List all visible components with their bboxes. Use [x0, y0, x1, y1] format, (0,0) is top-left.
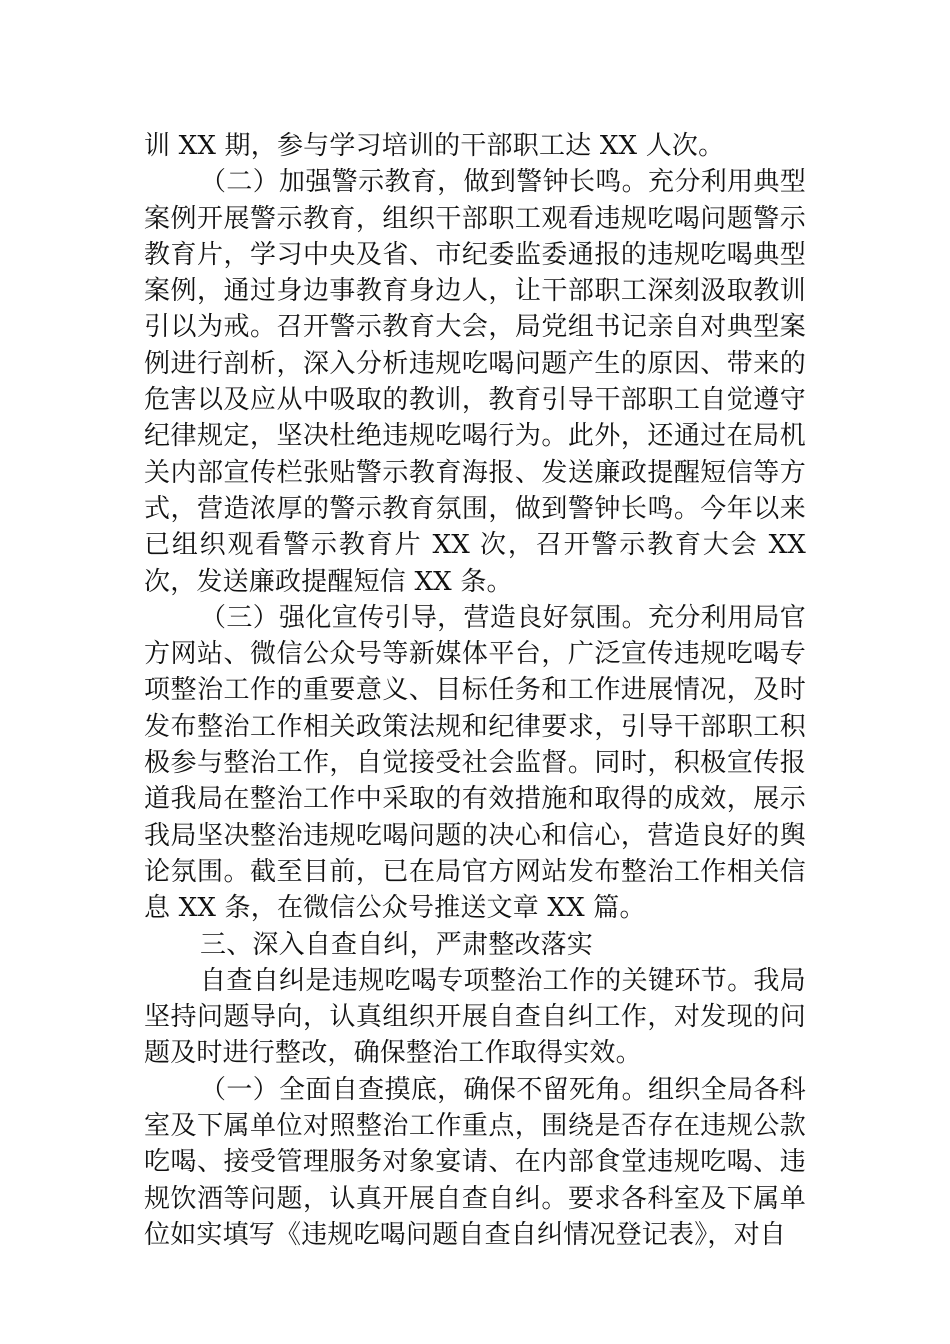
paragraph-self-inspection-intro: 自查自纠是违规吃喝专项整治工作的关键环节。我局坚持问题导向，认真组织开展自查自纠工作，对发现的问题及时进行整改，确保整治工作取得实效。: [144, 965, 806, 1069]
paragraph-continuation: 训 XX 期，参与学习培训的干部职工达 XX 人次。: [144, 131, 725, 161]
paragraph-publicity-guidance: （三）强化宣传引导，营造良好氛围。充分利用局官方网站、微信公众号等新媒体平台，广泛宣传违规吃喝专项整治工作的重要意义、目标任务和工作进展情况，及时发布整治工作相关政策法规和纪律要求，引导干部职工积极参与整治工作，自觉接受社会监督。同时，积极宣传报道我局在整治工作中采取的有效措施和取得的成效，展示我局坚决整治违规吃喝问题的决心和信心，营造良好的舆论氛围。截至目前，已在局官方网站发布整治工作相关信息 XX 条，在微信公众号推送文章 XX 篇。: [144, 602, 806, 924]
paragraph-comprehensive-inspection: （一）全面自查摸底，确保不留死角。组织全局各科室及下属单位对照整治工作重点，围绕是否存在违规公款吃喝、接受管理服务对象宴请、在内部食堂违规吃喝、违规饮酒等问题，认真开展自查自纠。要求各科室及下属单位如实填写《违规吃喝问题自查自纠情况登记表》，对自: [144, 1074, 806, 1250]
document-body: [144, 128, 806, 1253]
section-heading-self-inspection: 三、深入自查自纠，严肃整改落实: [200, 929, 594, 960]
paragraph-warning-education: （二）加强警示教育，做到警钟长鸣。充分利用典型案例开展警示教育，组织干部职工观看违规吃喝问题警示教育片，学习中央及省、市纪委监委通报的违规吃喝典型案例，通过身边事教育身边人，让干部职工深刻汲取教训引以为戒。召开警示教育大会，局党组书记亲自对典型案例进行剖析，深入分析违规吃喝问题产生的原因、带来的危害以及应从中吸取的教训，教育引导干部职工自觉遵守纪律规定，坚决杜绝违规吃喝行为。此外，还通过在局机关内部宣传栏张贴警示教育海报、发送廉政提醒短信等方式，营造浓厚的警示教育氛围，做到警钟长鸣。今年以来已组织观看警示教育片 XX 次，召开警示教育大会 XX 次，发送廉政提醒短信 XX 条。: [144, 167, 806, 597]
